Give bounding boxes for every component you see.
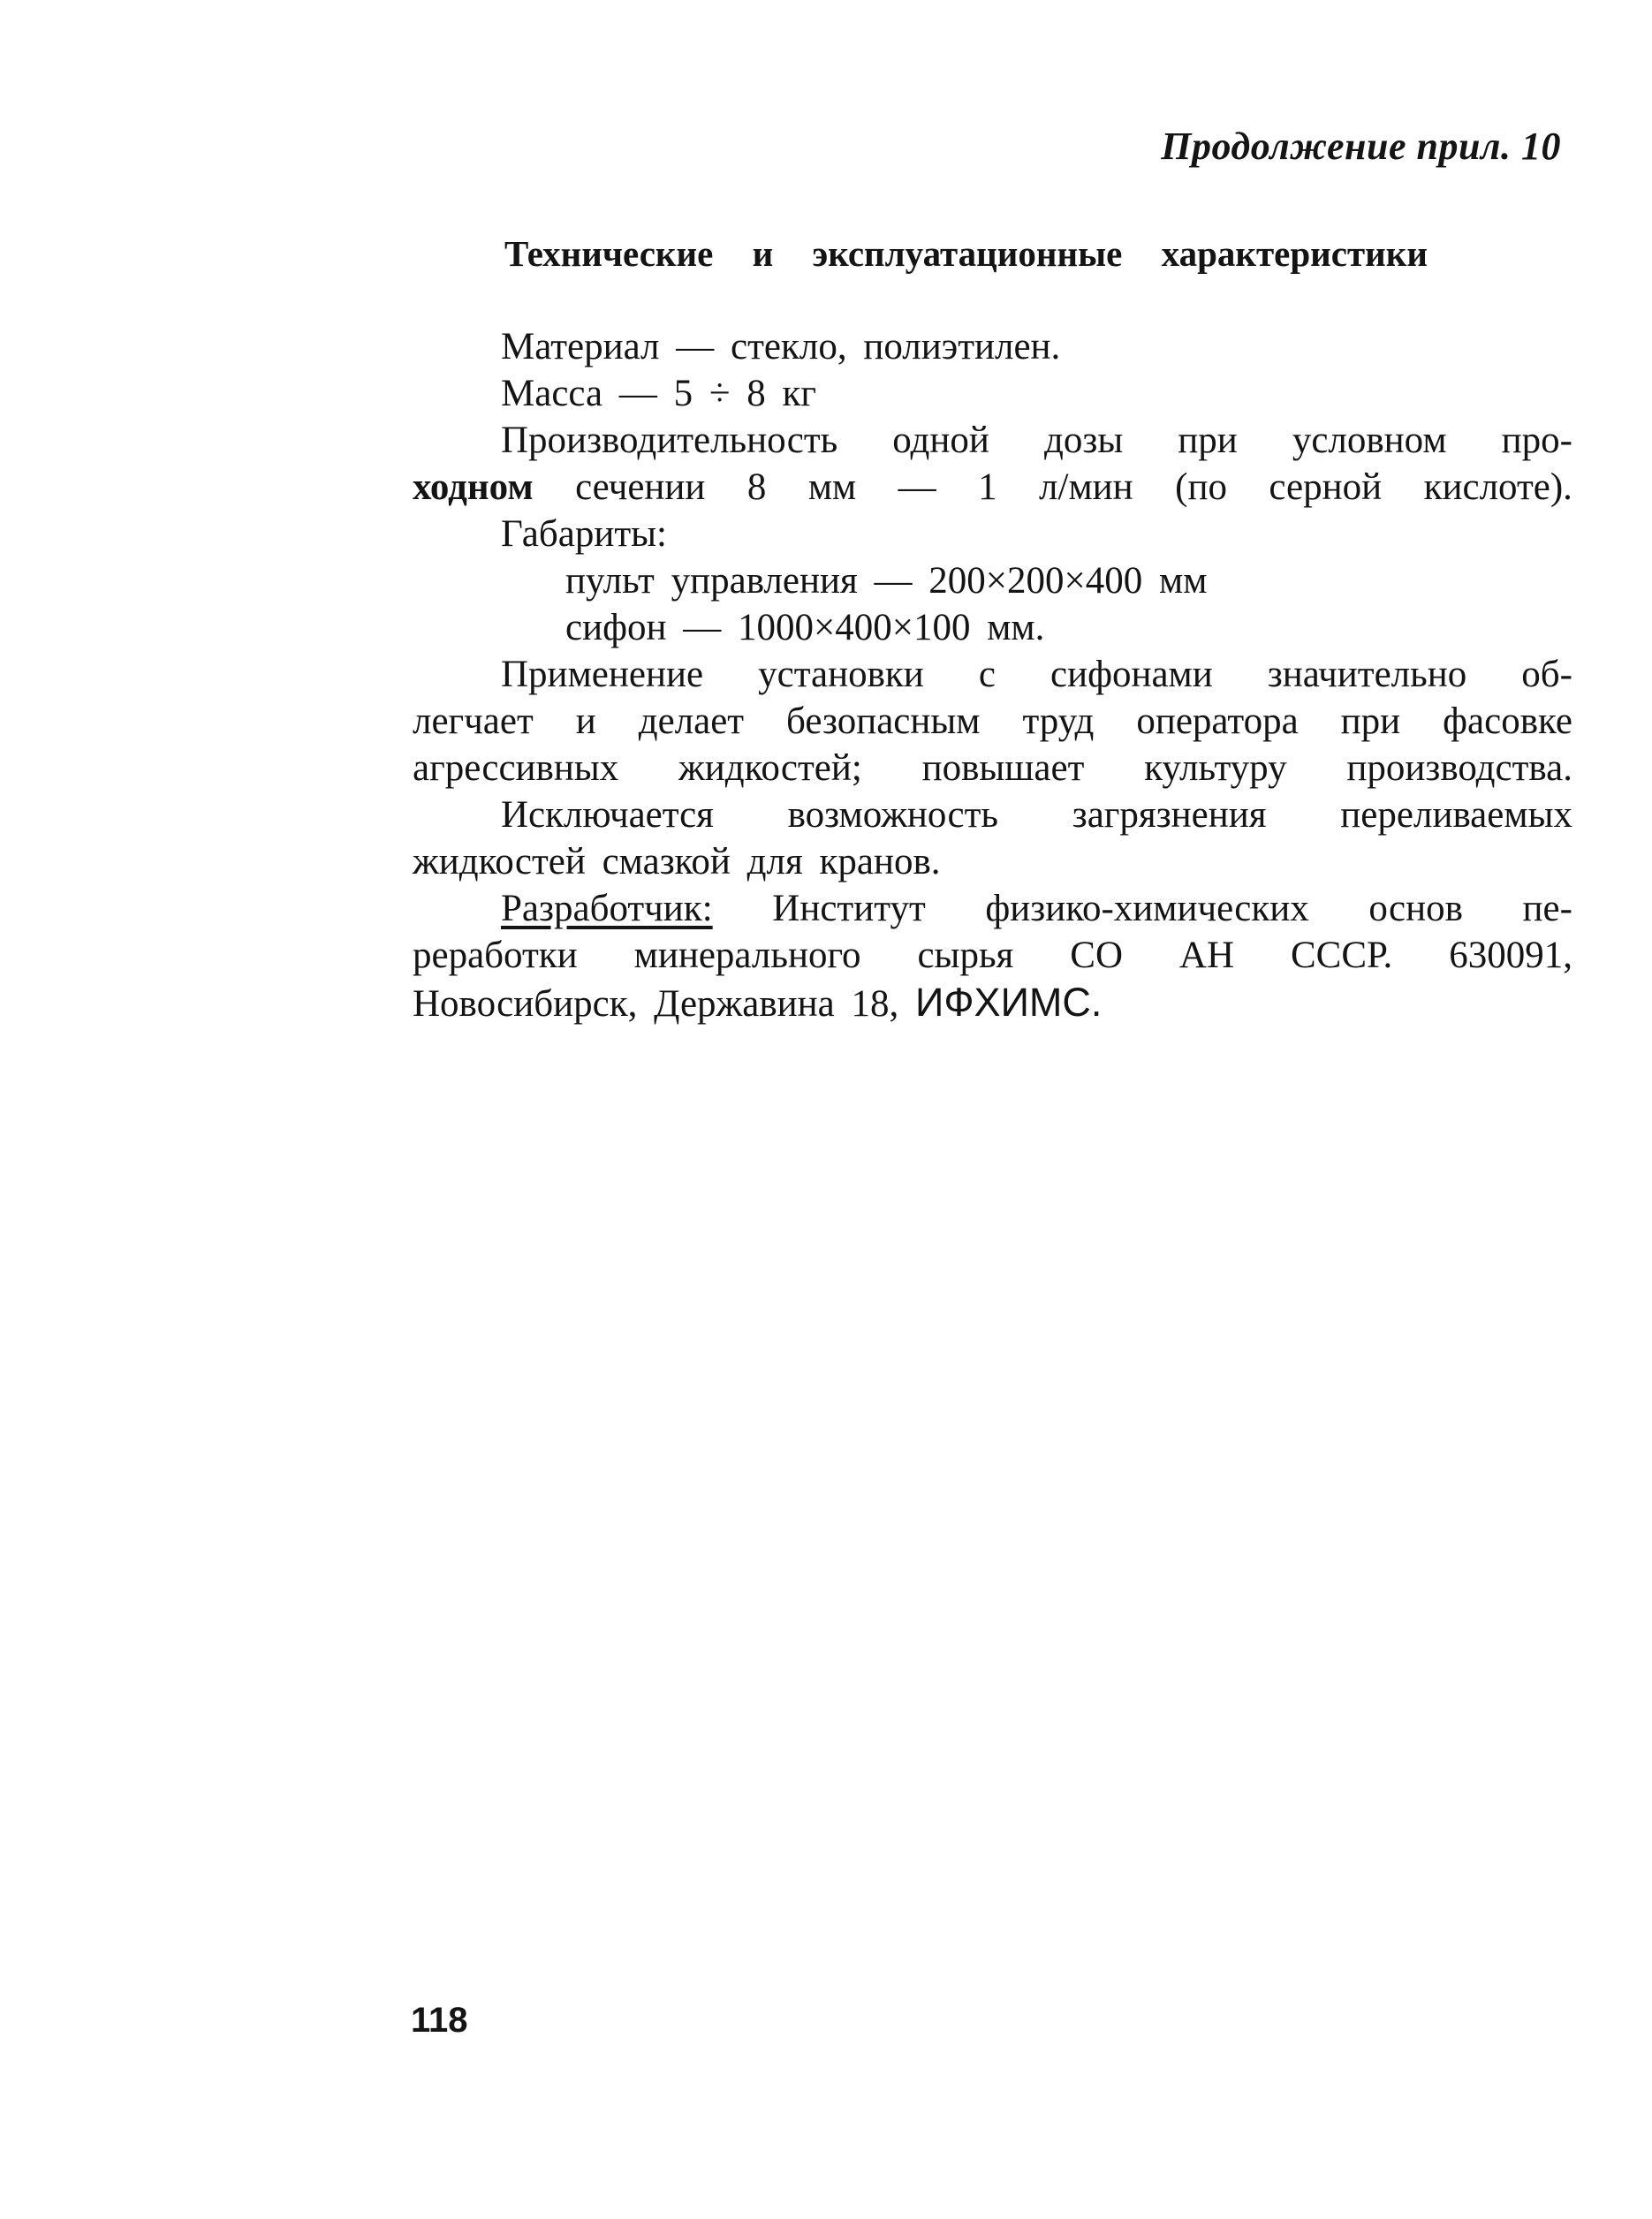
- word: минерального: [633, 935, 861, 976]
- developer-address: Новосибирск, Державина 18,: [413, 983, 899, 1025]
- word: при: [1340, 701, 1401, 742]
- exclusion-line-2: жидкостей смазкой для кранов.: [413, 841, 941, 882]
- application-line-3: [413, 745, 1572, 791]
- developer-label: Разработчик:: [501, 888, 713, 929]
- word: сырья: [917, 935, 1014, 976]
- word: безопасным: [786, 701, 981, 742]
- word: —: [898, 466, 936, 508]
- word: Исключается: [501, 794, 714, 836]
- word: условном: [1292, 420, 1447, 461]
- spec-mass: Масса — 5 ÷ 8 кг: [501, 373, 816, 414]
- word: физико-химических: [985, 888, 1309, 929]
- word: одной: [892, 420, 989, 461]
- word: серной: [1269, 466, 1383, 508]
- title-word: характеристики: [1161, 233, 1428, 274]
- word: Производительность: [501, 420, 838, 461]
- word: дозы: [1043, 420, 1124, 461]
- developer-line-3: [413, 979, 1572, 1026]
- word: ходном: [413, 466, 534, 508]
- word: мм: [807, 466, 857, 508]
- section-title: [504, 232, 1428, 275]
- word: 8: [746, 466, 767, 508]
- word: АН: [1178, 935, 1235, 976]
- word: значительно: [1267, 654, 1467, 695]
- word: легчает: [413, 701, 534, 742]
- word: 630091,: [1449, 935, 1572, 976]
- exclusion-line-1: [413, 791, 1572, 838]
- word: сечении: [575, 466, 706, 508]
- word: с: [978, 654, 996, 695]
- word: загрязнения: [1072, 794, 1267, 836]
- word: агрессивных: [413, 747, 619, 789]
- word: 1: [978, 466, 997, 508]
- word: возможность: [787, 794, 998, 836]
- spec-material: Материал — стекло, полиэтилен.: [501, 326, 1061, 367]
- title-word: и: [752, 233, 774, 274]
- word: пе-: [1522, 888, 1572, 929]
- word: оператора: [1136, 701, 1299, 742]
- word: Применение: [501, 654, 704, 695]
- page-number: 118: [411, 2001, 468, 2040]
- word: переливаемых: [1340, 794, 1572, 836]
- word: жидкостей;: [678, 747, 862, 789]
- word: и: [575, 701, 596, 742]
- word: СССР.: [1290, 935, 1393, 976]
- title-word: эксплуатационные: [812, 233, 1123, 274]
- spec-productivity-line-2: [413, 464, 1572, 511]
- word: при: [1178, 420, 1238, 461]
- word: про-: [1501, 420, 1572, 461]
- spec-dimensions-label: Габариты:: [501, 513, 667, 555]
- developer-line-2: [413, 932, 1572, 979]
- word: Институт: [772, 888, 926, 929]
- word: фасовке: [1443, 701, 1572, 742]
- word: СО: [1070, 935, 1123, 976]
- word: культуру: [1144, 747, 1287, 789]
- application-line-1: [413, 651, 1572, 698]
- word: делает: [638, 701, 745, 742]
- word: производства.: [1346, 747, 1572, 789]
- word: сифонами: [1050, 654, 1213, 695]
- application-line-2: [413, 698, 1572, 745]
- title-word: Технические: [504, 233, 714, 274]
- spec-productivity-line-1: [413, 417, 1572, 464]
- body-text: [413, 323, 1572, 1026]
- word: повышает: [921, 747, 1085, 789]
- spec-control-panel: пульт управления — 200×200×400 мм: [565, 560, 1208, 602]
- word: кислоте).: [1423, 466, 1572, 508]
- developer-line-1: [413, 885, 1572, 932]
- word: установки: [758, 654, 924, 695]
- running-head: Продолжение прил. 10: [1161, 125, 1561, 168]
- word: труд: [1022, 701, 1095, 742]
- word: об-: [1521, 654, 1572, 695]
- developer-abbreviation: ИФХИМС.: [915, 980, 1103, 1025]
- word: л/мин: [1039, 466, 1133, 508]
- word: основ: [1368, 888, 1463, 929]
- word: реработки: [413, 935, 578, 976]
- word: (по: [1175, 466, 1227, 508]
- spec-siphon: сифон — 1000×400×100 мм.: [565, 607, 1045, 648]
